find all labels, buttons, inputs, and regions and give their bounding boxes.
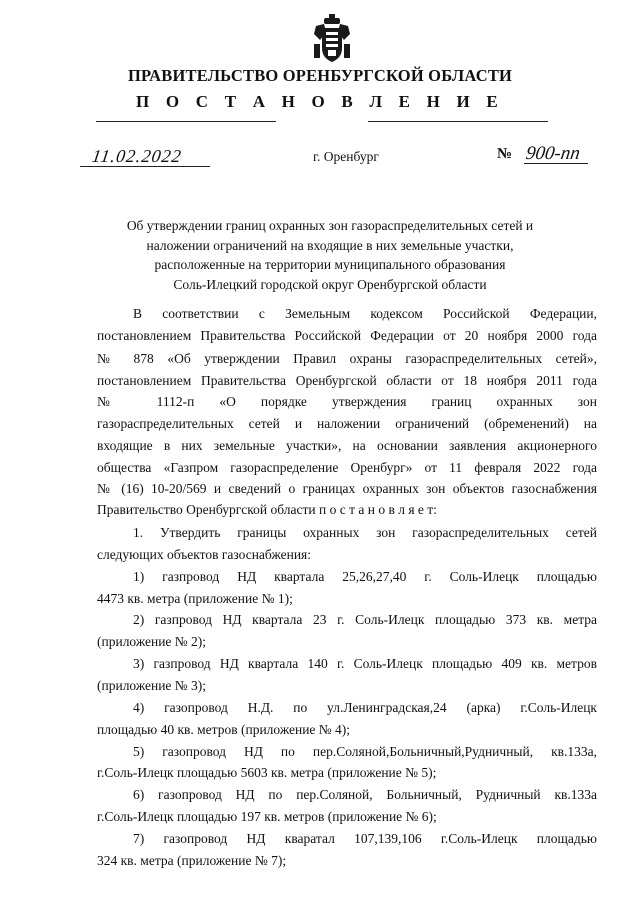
body-line: 324 кв. метра (приложение № 7);: [97, 853, 287, 868]
body-line: г.Соль-Илецк площадью 5603 кв. метра (приложение № 5);: [97, 765, 437, 780]
body-line: газораспределительных сетей и наложении ограничений (обременений) на: [97, 416, 597, 431]
body-line: общества «Газпром газораспределение Оренбург» от 11 февраля 2022 года: [97, 460, 597, 475]
body-line: постановлением Правительства Российской Федерации от 20 ноября 2000 года: [97, 328, 597, 343]
document-city: г. Оренбург: [313, 149, 379, 164]
number-underline: [524, 163, 588, 164]
subject-line: Соль-Илецкий городской округ Оренбургской области: [173, 276, 487, 292]
body-line: г.Соль-Илецк площадью 197 кв. метров (приложение № 6);: [97, 809, 437, 824]
body-line: 1) газпровод НД квартала 25,26,27,40 г. Соль-Илецк площадью: [133, 569, 597, 584]
body-line: (приложение № 3);: [97, 678, 207, 693]
header-rule-left: [96, 121, 276, 122]
header-rule-right: [368, 121, 548, 122]
body-line: № 878 «Об утверждении Правил охраны газораспределительных сетей»,: [97, 351, 597, 366]
body-line: 2) газпровод НД квартала 23 г. Соль-Илецк площадью 373 кв. метра: [133, 612, 597, 627]
body-line: В соответствии с Земельным кодексом Российской Федерации,: [133, 306, 597, 321]
coat-of-arms-icon: [312, 14, 352, 64]
body-line: 4) газопровод Н.Д. по ул.Ленинградская,24 (арка) г.Соль-Илецк: [133, 700, 597, 715]
date-underline: [80, 166, 210, 167]
body-line: 5) газопровод НД по пер.Соляной,Больничный,Рудничный, кв.133а,: [133, 744, 597, 759]
body-line: площадью 40 кв. метров (приложение № 4);: [97, 722, 351, 737]
document-type-title: П О С Т А Н О В Л Е Н И Е: [136, 92, 504, 111]
body-line: 7) газопровод НД кваратал 107,139,106 г.Соль-Илецк площадью: [133, 831, 597, 846]
body-line: 6) газопровод НД по пер.Соляной, Больничный, Рудничный кв.133а: [133, 787, 597, 802]
subject-line: наложении ограничений на входящие в них земельные участки,: [146, 237, 514, 253]
body-line: 4473 кв. метра (приложение № 1);: [97, 591, 293, 606]
body-line: № (16) 10-20/569 и сведений о границах охранных зон объектов газоснабжения: [97, 481, 597, 496]
body-line: 1. Утвердить границы охранных зон газораспределительных сетей: [133, 525, 597, 540]
body-line: № 1112-п «О порядке утверждения границ охранных зон: [97, 394, 597, 409]
number-label: №: [497, 146, 513, 162]
body-line: входящие в них земельные участки», на основании заявления акционерного: [97, 438, 597, 453]
body-line: (приложение № 2);: [97, 634, 207, 649]
organization-title: ПРАВИТЕЛЬСТВО ОРЕНБУРГСКОЙ ОБЛАСТИ: [127, 66, 513, 85]
document-subject: [80, 216, 580, 294]
subject-line: расположенные на территории муниципального образования: [154, 257, 506, 272]
body-line: следующих объектов газоснабжения:: [97, 547, 312, 562]
document-number: 900-пп: [524, 143, 582, 164]
body-line: постановлением Правительства Оренбургской области от 18 ноября 2011 года: [97, 373, 597, 388]
document-date: 11.02.2022: [90, 146, 184, 166]
subject-line: Об утверждении границ охранных зон газораспределительных сетей и: [126, 218, 534, 233]
body-line: Правительство Оренбургской области п о с т а н о в л я е т:: [97, 502, 437, 517]
body-line: 3) газпровод НД квартала 140 г. Соль-Илецк площадью 409 кв. метров: [133, 656, 597, 671]
